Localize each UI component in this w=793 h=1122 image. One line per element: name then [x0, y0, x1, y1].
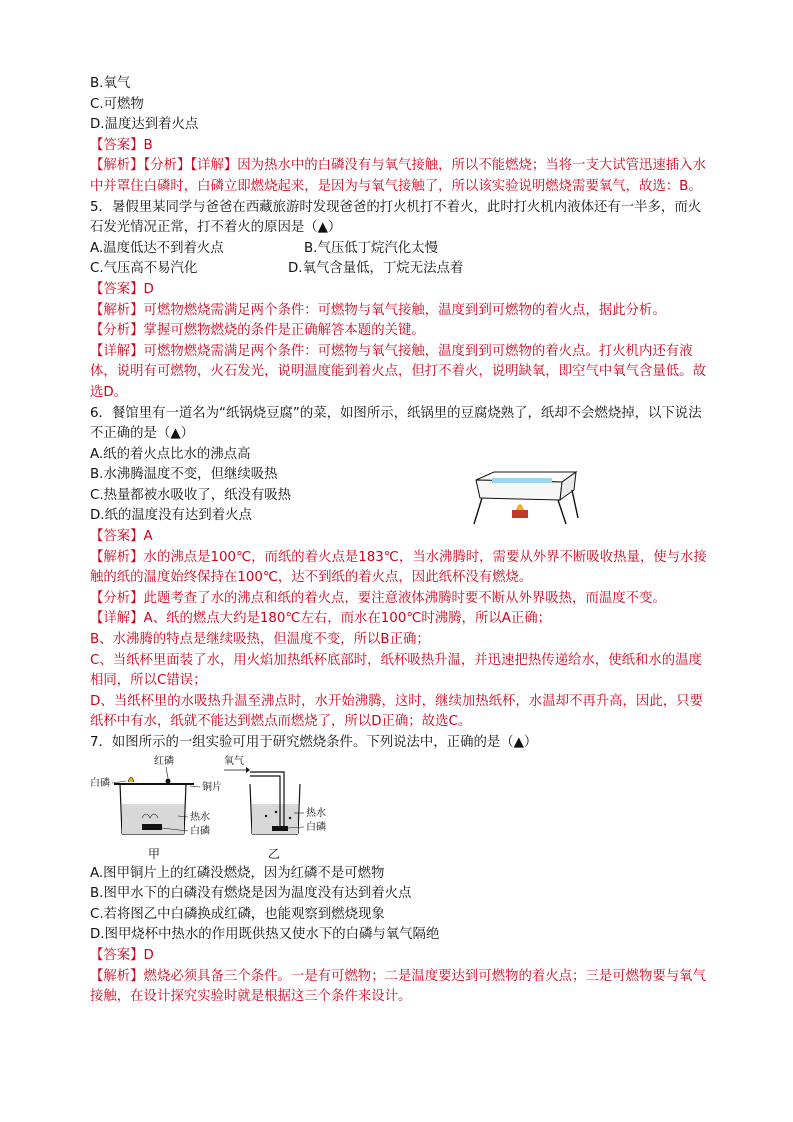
q7-option-c: C.若将图乙中白磷换成红磷，也能观察到燃烧现象 [90, 906, 385, 922]
q6-xiangjie-d: D、当纸杯里的水吸热升温至沸点时，水开始沸腾，这时，继续加热纸杯，水温却不再升高，因此，只要纸杯中有水，纸就不能达到燃点而燃烧了，所以D正确；故选C。 [90, 693, 703, 730]
q5-option-b: B.气压低丁烷汽化太慢 [304, 240, 438, 256]
q6-option-a: A.纸的着火点比水的沸点高 [90, 446, 251, 462]
label-oxygen: 氧气 [224, 755, 244, 767]
label-white-phosphorus: 白磷 [90, 777, 110, 789]
document-page [90, 74, 708, 1008]
q5-option-a: A.温度低达不到着火点 [90, 240, 224, 256]
q4-option-c: C.可燃物 [90, 96, 144, 112]
q7-stem: 7．如图所示的一组实验可用于研究燃烧条件。下列说法中，正确的是（▲） [90, 735, 538, 750]
q5-options-row2 [90, 259, 708, 280]
q4-option-b: B.氧气 [90, 76, 131, 91]
label-white-phosphorus-2: 白磷 [190, 825, 210, 837]
q5-xiangjie: 【详解】可燃物燃烧需满足两个条件：可燃物与氧气接触，温度到到可燃物的着火点。打火机内还有液体，说明有可燃物，火石发光，说明温度能到着火点，但打不着火，说明缺氧，即空气中氧气含量低。故选D。 [90, 343, 706, 400]
label-red-phosphorus: 红磷 [154, 755, 174, 767]
label-jia: 甲 [148, 846, 161, 861]
paper-pot-illustration [474, 472, 578, 524]
q7-option-a: A.图甲铜片上的红磷没燃烧，因为红磷不是可燃物 [90, 865, 385, 881]
label-copper: 铜片 [202, 781, 222, 793]
q7-figure [90, 754, 410, 864]
q6-option-c: C.热量都被水吸收了，纸没有吸热 [90, 487, 292, 503]
q7-jiexi: 【解析】燃烧必须具备三个条件。一是有可燃物；二是温度要达到可燃物的着火点；三是可燃物要与氧气接触，在设计探究实验时就是根据这三个条件来设计。 [90, 968, 706, 1005]
q5-option-d: D.氧气含量低，丁烷无法点着 [288, 261, 464, 277]
q6-option-b: B.水沸腾温度不变，但继续吸热 [90, 467, 278, 483]
label-hot-water: 热水 [190, 811, 210, 823]
q6-xiangjie-a: 【详解】A、纸的燃点大约是180℃左右，而水在100℃时沸腾，所以A正确； [90, 611, 552, 627]
q5-jiexi: 【解析】可燃物燃烧需满足两个条件：可燃物与氧气接触，温度到到可燃物的着火点，据此分析。 [90, 302, 666, 318]
q6-option-d: D.纸的温度没有达到着火点 [90, 508, 252, 524]
q6-paper-pot-figure [470, 470, 582, 526]
q4-answer: 【答案】B [90, 137, 153, 153]
q6-fenxi: 【分析】此题考查了水的沸点和纸的着火点，要注意液体沸腾时要不断从外界吸热，而温度不变。 [90, 590, 666, 606]
q6-stem: 6．餐馆里有一道名为“纸锅烧豆腐”的菜，如图所示，纸锅里的豆腐烧熟了，纸却不会燃烧掉，以下说法不正确的是（▲） [90, 405, 702, 442]
q6-xiangjie-c: C、当纸杯里面装了水，用火焰加热纸杯底部时，纸杯吸热升温，并迅速把热传递给水，使纸和水的温度相同，所以C错误； [90, 652, 702, 689]
q6-jiexi: 【解析】水的沸点是100℃，而纸的着火点是183℃，当水沸腾时，需要从外界不断吸收热量，使与水接触的纸的温度始终保持在100℃，达不到纸的着火点，因此纸杯没有燃烧。 [90, 549, 707, 586]
q7-answer: 【答案】D [90, 947, 154, 963]
q5-stem: 5．暑假里某同学与爸爸在西藏旅游时发现爸爸的打火机打不着火，此时打火机内液体还有一半多，而火石发光情况正常，打不着火的原因是（▲） [90, 199, 702, 236]
q7-option-d: D.图甲烧杯中热水的作用既供热又使水下的白磷与氧气隔绝 [90, 927, 440, 943]
q6-answer: 【答案】A [90, 529, 153, 545]
q4-option-d: D.温度达到着火点 [90, 117, 199, 133]
label-yi: 乙 [268, 846, 281, 861]
label-hot-water-yi: 热水 [306, 807, 326, 819]
q5-answer: 【答案】D [90, 281, 154, 297]
q5-option-c: C.气压高不易汽化 [90, 261, 198, 277]
beaker-yi [250, 772, 300, 834]
q6-xiangjie-b: B、水沸腾的特点是继续吸热，但温度不变，所以B正确； [90, 632, 430, 648]
q4-analysis: 【解析】【分析】【详解】因为热水中的白磷没有与氧气接触，所以不能燃烧；当将一支大试管迅速插入水中并罩住白磷时，白磷立即燃烧起来，是因为与氧气接触了，所以该实验说明燃烧需要氧气，故选：B。 [90, 158, 706, 194]
q5-options-row1 [90, 239, 708, 260]
label-white-phosphorus-yi: 白磷 [306, 821, 326, 833]
q7-option-b: B.图甲水下的白磷没有燃烧是因为温度没有达到着火点 [90, 886, 412, 902]
q5-fenxi: 【分析】掌握可燃物燃烧的条件是正确解答本题的关键。 [90, 323, 425, 339]
beaker-jia [114, 777, 194, 834]
